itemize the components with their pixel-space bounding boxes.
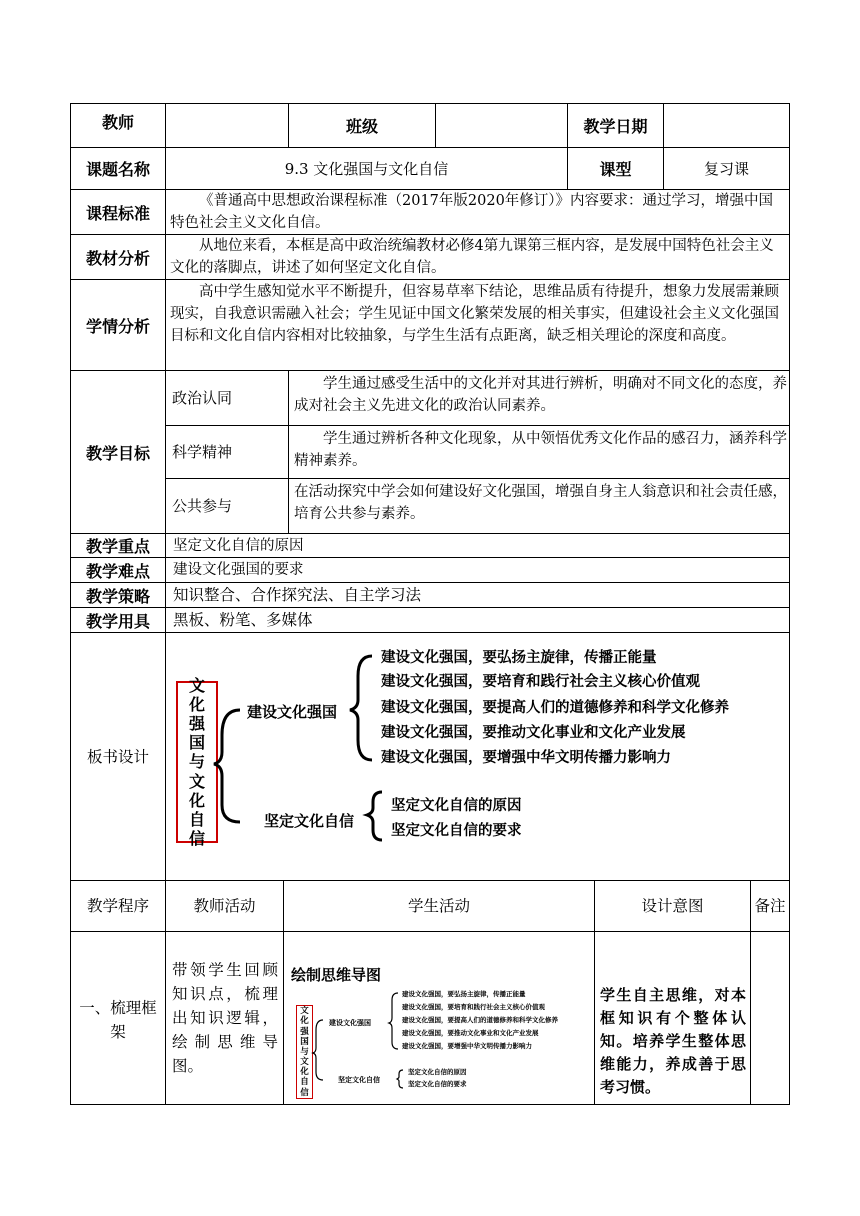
type-label: 课型 — [599, 160, 632, 179]
teacher-value[interactable] — [166, 104, 288, 147]
board-build-item-1: 建设文化强国，要弘扬主旋律，传播正能量 — [381, 650, 657, 666]
material-text: 从地位来看，本框是高中政治统编教材必修4第九课第三框内容，是发展中国特色社会主义文化的落脚点，讲述了如何坚定文化自信。 — [170, 238, 774, 276]
board-branch-build: 建设文化强国 — [247, 703, 338, 721]
focus-value: 坚定文化自信的原因 — [173, 537, 304, 554]
title-char: 国 — [188, 733, 205, 753]
title-char: 国 — [300, 1036, 309, 1047]
goal-text-science: 学生通过辨析各种文化现象，从中领悟优秀文化作品的感召力，涵养科学精神素养。 — [294, 431, 787, 469]
mini-build-item-4: 建设文化强国，要推动文化事业和文化产业发展 — [402, 1029, 539, 1037]
board-build-item-2: 建设文化强国，要培育和践行社会主义核心价值观 — [381, 674, 700, 690]
board-label: 板书设计 — [86, 747, 149, 766]
goals-label: 教学目标 — [85, 443, 150, 463]
col-student: 学生活动 — [407, 897, 470, 915]
col-note: 备注 — [754, 897, 786, 915]
goal-text-public: 在活动探究中学会如何建设好文化强国，增强自身主人翁意识和社会责任感，培育公共参与素养。 — [294, 484, 787, 522]
type-value: 复习课 — [703, 159, 749, 178]
board-build-item-4: 建设文化强国，要推动文化事业和文化产业发展 — [381, 725, 686, 741]
title-char: 文 — [188, 771, 205, 791]
title-char: 化 — [188, 694, 205, 714]
title-char: 文 — [300, 1006, 309, 1017]
difficulty-label: 教学难点 — [85, 561, 150, 581]
student-analysis-label: 学情分析 — [85, 316, 150, 336]
standard-text: 《普通高中思想政治课程标准（2017年版2020年修订）》内容要求：通过学习，增强中国特色社会主义文化自信。 — [170, 193, 774, 231]
mini-branch-build: 建设文化强国 — [329, 1019, 371, 1027]
col-intent: 设计意图 — [641, 897, 704, 915]
tools-value: 黑板、粉笔、多媒体 — [173, 611, 313, 629]
strategy-label: 教学策略 — [85, 586, 150, 606]
title-char: 信 — [300, 1087, 309, 1098]
mini-build-item-3: 建设文化强国，要提高人们的道德修养和科学文化修养 — [402, 1016, 558, 1024]
title-char: 强 — [300, 1026, 309, 1037]
col-teacher: 教师活动 — [193, 897, 256, 915]
strategy-value: 知识整合、合作探究法、自主学习法 — [173, 586, 422, 604]
mini-confidence-item-1: 坚定文化自信的原因 — [408, 1068, 467, 1076]
mini-build-item-2: 建设文化强国，要培育和践行社会主义核心价值观 — [402, 1003, 545, 1011]
title-char: 自 — [188, 809, 205, 829]
goal-name-political: 政治认同 — [172, 389, 233, 407]
focus-label: 教学重点 — [85, 537, 150, 556]
standard-label: 课程标准 — [85, 203, 150, 223]
title-char: 化 — [300, 1067, 309, 1078]
material-label: 教材分析 — [85, 248, 150, 268]
step1-intent: 学生自主思维，对本框知识有个整体认知。培养学生整体思维能力，养成善于思考习惯。 — [600, 986, 746, 1096]
board-build-item-3: 建设文化强国，要提高人们的道德修养和科学文化修养 — [381, 700, 729, 716]
title-char: 文 — [300, 1057, 309, 1068]
step1-name: 一、梳理框架 — [79, 999, 157, 1041]
class-value[interactable] — [436, 104, 567, 147]
goal-text-political: 学生通过感受生活中的文化并对其进行辨析，明确对不同文化的态度，养成对社会主义先进文化的政治认同素养。 — [294, 376, 787, 414]
step1-teacher-activity: 带领学生回顾知识点，梳理出知识逻辑，绘制思维导图。 — [172, 961, 278, 1075]
title-char: 信 — [188, 829, 205, 849]
board-title-vertical — [189, 676, 205, 849]
teacher-label: 教师 — [101, 112, 134, 132]
title-char: 化 — [188, 790, 205, 810]
goal-name-public: 公共参与 — [172, 497, 233, 515]
board-title-box — [176, 675, 218, 849]
mini-title-vertical — [300, 1006, 309, 1098]
topic-value: 9.3 文化强国与文化自信 — [284, 159, 449, 178]
board-confidence-item-2: 坚定文化自信的要求 — [391, 823, 522, 839]
mini-branch-confidence: 坚定文化自信 — [338, 1076, 380, 1084]
board-confidence-item-1: 坚定文化自信的原因 — [391, 798, 522, 814]
title-char: 自 — [300, 1077, 309, 1088]
topic-label: 课题名称 — [85, 160, 150, 179]
class-label: 班级 — [345, 117, 378, 136]
title-char: 化 — [300, 1016, 309, 1027]
date-label: 教学日期 — [583, 117, 648, 136]
tools-label: 教学用具 — [85, 611, 150, 631]
goal-name-science: 科学精神 — [172, 443, 233, 461]
difficulty-value: 建设文化强国的要求 — [173, 562, 304, 578]
board-build-item-5: 建设文化强国，要增强中华文明传播力影响力 — [381, 750, 671, 766]
title-char: 与 — [300, 1046, 309, 1057]
mini-build-item-5: 建设文化强国，要增强中华文明传播力影响力 — [402, 1042, 532, 1050]
title-char: 强 — [188, 714, 205, 734]
date-value[interactable] — [664, 104, 789, 147]
mini-title-box — [296, 1005, 313, 1099]
col-program: 教学程序 — [86, 897, 149, 915]
step1-note[interactable] — [751, 932, 789, 1104]
board-branch-confidence: 坚定文化自信 — [264, 812, 355, 830]
student-analysis-text: 高中学生感知觉水平不断提升，但容易草率下结论，思维品质有待提升，想象力发展需兼顾现实，自我意识需融入社会；学生见证中国文化繁荣发展的相关事实，但建设社会主义文化强国目标和文化自信内容相对比较抽象，与学生生活有点距离，缺乏相关理论的深度和高度。 — [170, 284, 779, 344]
mini-build-item-1: 建设文化强国，要弘扬主旋律，传播正能量 — [402, 990, 526, 998]
title-char: 文 — [188, 675, 205, 695]
title-char: 与 — [188, 752, 205, 772]
mini-confidence-item-2: 坚定文化自信的要求 — [408, 1080, 467, 1088]
step1-student-title: 绘制思维导图 — [291, 966, 382, 984]
